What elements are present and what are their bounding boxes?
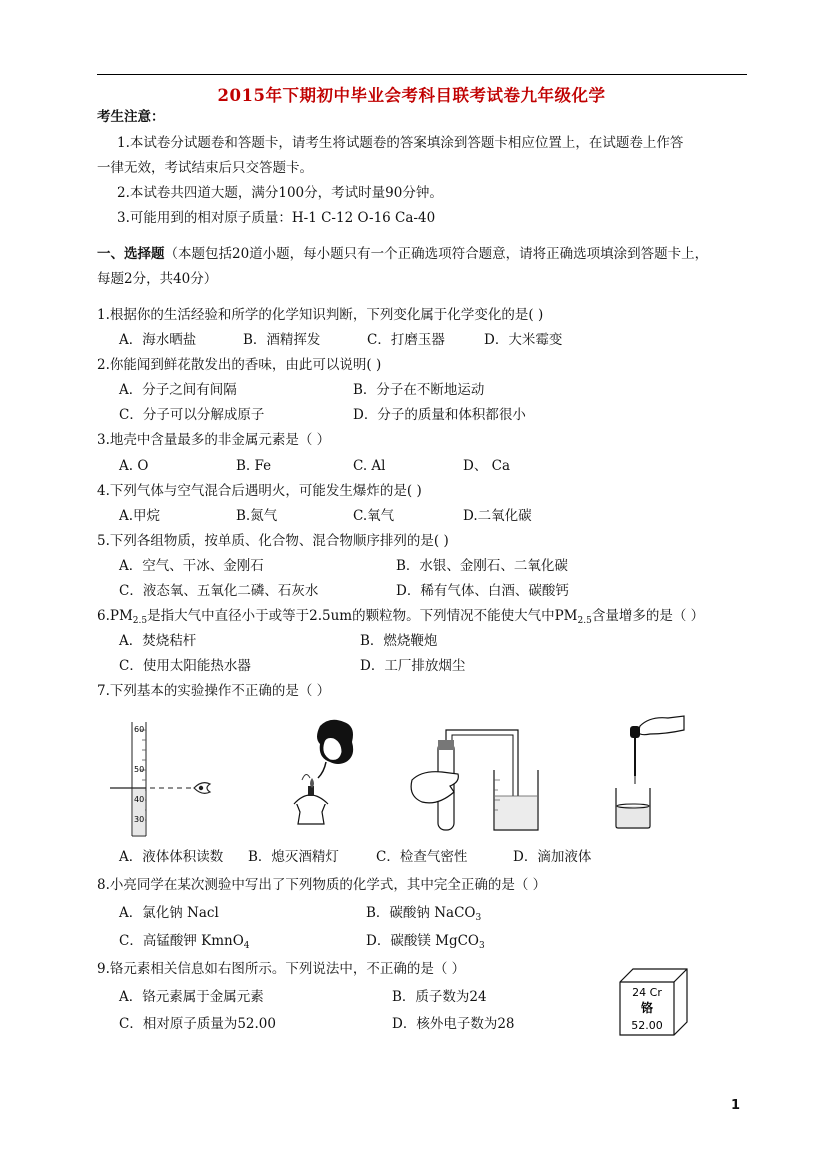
q7-option-d: D．滴加液体	[513, 849, 592, 865]
tick-label-40: 40	[134, 795, 145, 804]
q9-option-b: B．质子数为24	[392, 989, 487, 1005]
q1-option-d: D．大米霉变	[484, 332, 563, 348]
q7-stem: 7.下列基本的实验操作不正确的是（ ）	[97, 683, 331, 699]
element-mass: 52.00	[631, 1019, 663, 1032]
notice-item-3: 3.可能用到的相对原子质量：H-1 C-12 O-16 Ca-40	[117, 210, 436, 226]
tick-label-30: 30	[134, 815, 145, 824]
q8-option-c-text: C．高锰酸钾 KmnO	[119, 933, 244, 949]
q4-option-c: C.氧气	[353, 508, 395, 524]
element-name: 铬	[640, 1001, 654, 1015]
q8-stem: 8.小亮同学在某次测验中写出了下列物质的化学式，其中完全正确的是（ ）	[97, 877, 547, 893]
chromium-element-card	[619, 968, 691, 1038]
q6-option-c: C．使用太阳能热水器	[119, 658, 251, 674]
q3-option-c: C. Al	[353, 458, 386, 474]
q2-option-b: B．分子在不断地运动	[353, 382, 485, 398]
q7-option-b: B．熄灭酒精灯	[248, 849, 339, 865]
q6-stem-part-b: 是指大气中直径小于或等于2.5um的颗粒物。下列情况不能使大气中PM	[147, 608, 578, 624]
section-desc-a: （本题包括20道小题，每小题只有一个正确选项符合题意，请将正确选项填涂到答题卡上，	[164, 246, 709, 262]
section-heading	[97, 245, 708, 263]
q2-option-d: D．分子的质量和体积都很小	[353, 407, 526, 423]
section-desc-b: 每题2分，共40分）	[97, 271, 218, 287]
notice-heading: 考生注意：	[97, 109, 165, 125]
q3-option-b: B. Fe	[236, 458, 272, 474]
q1-option-c: C．打磨玉器	[367, 332, 445, 348]
q2-option-c: C．分子可以分解成原子	[119, 407, 265, 423]
q6-option-b: B．燃烧鞭炮	[360, 633, 438, 649]
section-label: 一、选择题	[97, 246, 165, 262]
q5-option-d: D．稀有气体、白酒、碳酸钙	[396, 583, 569, 599]
q8-option-c-subscript: 4	[243, 941, 250, 951]
q2-stem: 2.你能闻到鲜花散发出的香味，由此可以说明( )	[97, 357, 382, 373]
exam-title: 2015年下期初中毕业会考科目联考试卷九年级化学	[217, 86, 606, 105]
q8-option-c	[119, 932, 250, 950]
q9-option-d: D．核外电子数为28	[392, 1016, 515, 1032]
q8-option-b	[366, 904, 481, 922]
q4-option-a: A.甲烷	[119, 508, 161, 524]
q9-option-c: C．相对原子质量为52.00	[119, 1016, 276, 1032]
q8-option-a: A．氯化钠 Nacl	[119, 905, 219, 921]
q6-subscript-1: 2.5	[132, 616, 148, 626]
q6-subscript-2: 2.5	[577, 616, 592, 626]
q1-option-b: B．酒精挥发	[243, 332, 321, 348]
element-number-symbol: 24 Cr	[632, 986, 662, 999]
airtightness-check-figure	[408, 726, 550, 834]
q8-option-b-subscript: 3	[475, 913, 482, 923]
q5-option-a: A．空气、干冰、金刚石	[119, 558, 264, 574]
q3-option-d: D、 Ca	[463, 458, 510, 474]
q6-stem-part-c: 含量增多的是（ ）	[591, 608, 705, 624]
blow-out-lamp-figure	[290, 716, 370, 830]
q8-option-b-text: B．碳酸钠 NaCO	[366, 905, 476, 921]
q1-option-a: A．海水晒盐	[119, 332, 197, 348]
q5-stem: 5.下列各组物质，按单质、化合物、混合物顺序排列的是( )	[97, 533, 449, 549]
notice-item-1b: 一律无效，考试结束后只交答题卡。	[97, 160, 313, 176]
q9-option-a: A．铬元素属于金属元素	[119, 989, 264, 1005]
page-number: 1	[731, 1098, 741, 1113]
q4-option-b: B.氮气	[236, 508, 278, 524]
header-rule	[97, 74, 747, 75]
q6-stem	[97, 607, 704, 625]
q7-option-c: C．检查气密性	[376, 849, 468, 865]
q4-option-d: D.二氧化碳	[463, 508, 532, 524]
q6-option-a: A．焚烧秸杆	[119, 633, 197, 649]
tick-label-50: 50	[134, 765, 145, 774]
q3-option-a: A. O	[119, 458, 149, 474]
q6-option-d: D．工厂排放烟尘	[360, 658, 466, 674]
notice-item-2: 2.本试卷共四道大题，满分100分，考试时量90分钟。	[117, 185, 443, 201]
notice-item-1a: 1.本试卷分试题卷和答题卡，请考生将试题卷的答案填涂到答题卡相应位置上，在试题卷上作答	[117, 135, 684, 151]
q2-option-a: A．分子之间有间隔	[119, 382, 237, 398]
q8-option-d-subscript: 3	[478, 941, 485, 951]
q5-option-b: B．水银、金刚石、二氧化碳	[396, 558, 568, 574]
q6-stem-part-a: 6.PM	[97, 608, 133, 624]
q4-stem: 4.下列气体与空气混合后遇明火，可能发生爆炸的是( )	[97, 483, 422, 499]
q8-option-d	[366, 932, 485, 950]
q1-stem: 1.根据你的生活经验和所学的化学知识判断，下列变化属于化学变化的是( )	[97, 307, 544, 323]
dropping-liquid-figure	[610, 712, 690, 832]
q8-option-d-text: D．碳酸镁 MgCO	[366, 933, 479, 949]
q7-option-a: A．液体体积读数	[119, 849, 224, 865]
q3-stem: 3.地壳中含量最多的非金属元素是（ ）	[97, 432, 331, 448]
q9-stem: 9.铬元素相关信息如右图所示。下列说法中，不正确的是（ ）	[97, 961, 466, 977]
cylinder-reading-figure	[110, 718, 220, 842]
q5-option-c: C．液态氧、五氧化二磷、石灰水	[119, 583, 319, 599]
tick-label-60: 60	[134, 725, 145, 734]
